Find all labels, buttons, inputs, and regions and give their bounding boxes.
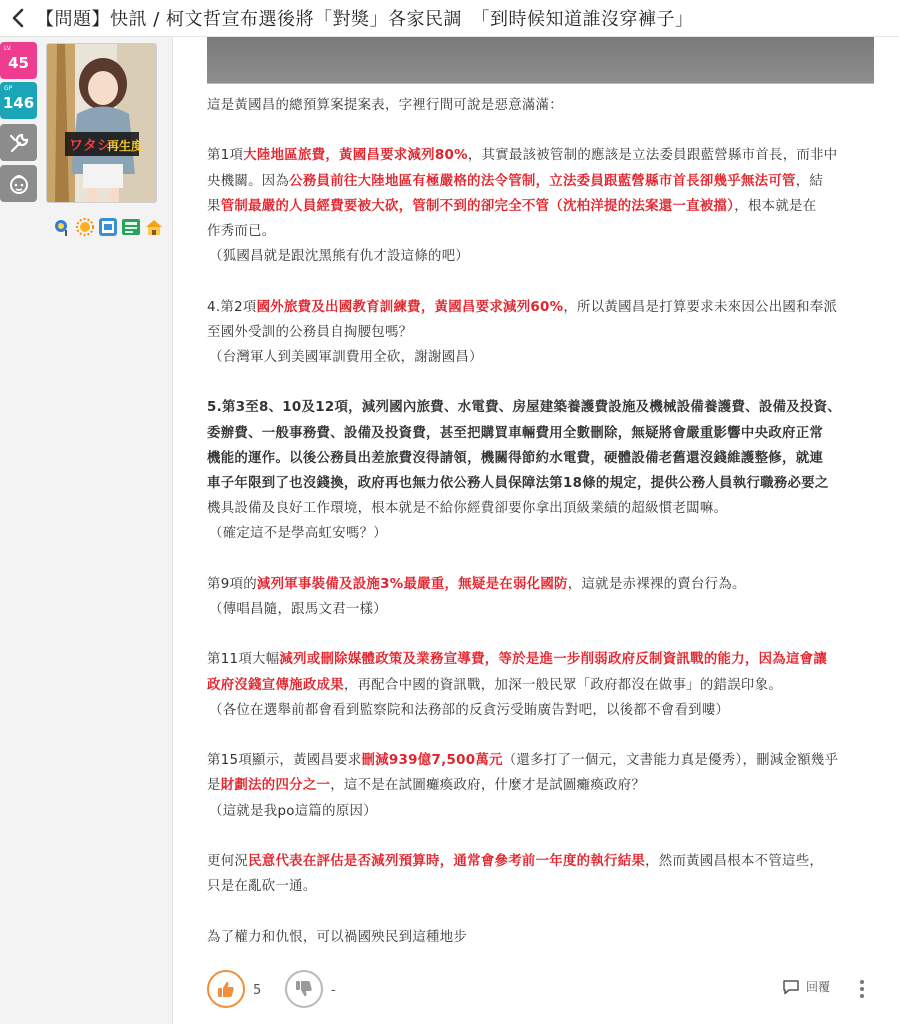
comment-icon (782, 979, 800, 995)
text-span: 第11項大幅 (207, 652, 280, 668)
avatar-logo-text-2: 再生度 (107, 139, 144, 153)
post-image[interactable] (207, 37, 874, 84)
avatar-illustration (47, 44, 157, 203)
highlight-text: 刪減939億7,500萬元 (361, 753, 503, 769)
text-span: ，結 (795, 173, 824, 189)
reply-button[interactable] (782, 978, 830, 995)
user-avatar[interactable] (46, 43, 157, 203)
post-intro (207, 93, 875, 118)
highlight-text: 民意代表在評估是否減列預算時，通常會參考前一年度的執行結果 (248, 853, 646, 869)
highlight-text: 大陸地區旅費，黃國昌要求減列80% (243, 148, 468, 164)
paragraph-item-8 (207, 925, 875, 950)
like-button[interactable] (207, 970, 245, 1008)
medal-lollipop-icon[interactable] (52, 217, 72, 237)
text-line: 只是在亂砍一通。 (207, 879, 317, 895)
more-dot-icon (860, 987, 864, 991)
more-dot-icon (860, 980, 864, 984)
like-count: 5 (253, 983, 262, 998)
face-icon (7, 172, 31, 196)
text-line: 機能的運作。以後公務員出差旅費沒得請領，機關得節約水電費，硬體設備老舊還沒錢維護整修，就連 (207, 450, 824, 466)
text-span: 第1項 (207, 148, 244, 164)
aside-comment: （這就是我po這篇的原因） (209, 803, 377, 819)
tools-button[interactable] (0, 124, 37, 161)
aside-comment: （狐國昌就是跟沈黑熊有仇才設這條的吧） (209, 249, 470, 265)
level-caption: LV. (4, 45, 12, 52)
text-span: ，然而黃國昌根本不管這些， (645, 853, 824, 869)
paragraph-item-3 (207, 395, 875, 546)
gp-badge[interactable] (0, 82, 37, 119)
text-span: ，這不是在試圖癱瘓政府，什麼才是試圖癱瘓政府？ (330, 778, 646, 794)
post-text (207, 93, 875, 975)
text-line: 委辦費、一般事務費、設備及投資費，甚至把購買車輛費用全數刪除，無疑將會嚴重影響中央政府正常 (207, 425, 824, 441)
medal-book-icon[interactable] (121, 217, 141, 237)
dislike-count: - (331, 983, 336, 998)
more-options-button[interactable] (855, 976, 869, 1002)
medal-sun-icon[interactable] (75, 217, 95, 237)
thread-title: 【問題】快訊 / 柯文哲宣布選後將「對獎」各家民調 「到時候知道誰沒穿褲子」 (36, 9, 694, 30)
gp-value: 146 (2, 94, 35, 112)
aside-comment: （確定這不是學高虹安嗎？） (209, 526, 387, 542)
reply-label: 回覆 (806, 980, 831, 994)
text-line: 車子年限到了也沒錢換，政府再也無力依公務人員保障法第18條的規定，提供公務人員執行職務必要之 (207, 476, 829, 491)
chevron-left-icon (11, 8, 25, 28)
dislike-button[interactable] (285, 970, 323, 1008)
aside-comment: （各位在選舉前都會看到監察院和法務部的反貪污受賄廣告對吧，以後都不會看到嘍） (209, 702, 730, 718)
medal-frame-icon[interactable] (98, 217, 118, 237)
level-badge[interactable] (0, 42, 37, 79)
intro-text: 這是黃國昌的總預算案提案表，字裡行間可說是惡意滿滿： (207, 98, 563, 113)
paragraph-item-4 (207, 572, 875, 622)
highlight-text: 財劃法的四分之一 (220, 778, 331, 794)
medal-row (52, 217, 164, 237)
highlight-text: 國外旅費及出國教育訓練費，黃國昌要求減列60% (256, 299, 564, 315)
text-span: 央機關。因為 (207, 173, 290, 189)
gp-caption: GP (4, 85, 13, 92)
text-line: 至國外受訓的公務員自掏腰包嗎？ (207, 324, 413, 340)
text-line: 作秀而已。 (207, 224, 276, 239)
aside-comment: （傳唱昌隨，跟馬文君一樣） (209, 602, 387, 617)
text-span: 更何況 (207, 853, 249, 869)
back-button[interactable] (0, 0, 36, 37)
medal-house-icon[interactable] (144, 217, 164, 237)
highlight-text: 公務員前往大陸地區有極嚴格的法令管制，立法委員跟藍營縣市首長卻幾乎無法可管 (289, 173, 796, 189)
post-actions (207, 970, 875, 1010)
level-value: 45 (8, 54, 29, 72)
highlight-text: 減列或刪除媒體政策及業務宣導費，等於是進一步削弱政府反制資訊戰的能力，因為這會讓 (279, 652, 828, 668)
avatar-face-button[interactable] (0, 165, 37, 202)
thumbs-up-icon (217, 980, 235, 998)
author-sidebar (0, 37, 173, 1024)
text-line: 機具設備及良好工作環境，根本就是不給你經費卻要你拿出頂級業績的超級慣老闆嘛。 (207, 501, 728, 517)
highlight-text: 減列軍事裝備及設施3%最嚴重，無疑是在弱化國防 (256, 576, 568, 592)
highlight-text: 政府沒錢宣傳施政成果 (207, 677, 344, 693)
highlight-text: 管制最嚴的人員經費要被大砍，管制不到的卻完全不管（沈柏洋提的法案還一直被擋） (220, 198, 735, 214)
paragraph-item-2 (207, 295, 875, 371)
text-span: 第9項的 (207, 576, 257, 592)
text-span: ，再配合中國的資訊戰，加深一般民眾「政府都沒在做事」的錯誤印象。 (343, 677, 783, 693)
more-dot-icon (860, 994, 864, 998)
text-line: 5.第3至8、10及12項，減列國內旅費、水電費、房屋建築養護費設施及機械設備養護費、設備及投資、 (207, 400, 842, 416)
text-span: 第15項顯示，黃國昌要求 (207, 753, 362, 769)
text-span: ，這就是赤裸裸的賣台行為。 (567, 576, 746, 592)
closing-line: 為了權力和仇恨，可以禍國殃民到這種地步 (207, 929, 468, 945)
text-span: ，根本就是在 (734, 198, 817, 214)
text-span: ，所以黃國昌是打算要求未來因公出國和奉派 (563, 299, 838, 315)
text-span: （還多打了一個元，文書能力真是優秀），刪減金額幾乎 (502, 753, 839, 769)
top-bar (0, 0, 899, 37)
aside-comment: （台灣軍人到美國軍訓費用全砍，謝謝國昌） (209, 350, 483, 365)
paragraph-item-6 (207, 748, 875, 824)
avatar-logo-text: ワタシ (69, 138, 111, 154)
paragraph-item-5 (207, 647, 875, 723)
wrench-icon (7, 131, 31, 155)
text-span: 是 (207, 778, 221, 794)
text-span: 4.第2項 (207, 299, 257, 315)
thumbs-down-icon (295, 980, 313, 998)
paragraph-item-1 (207, 143, 875, 269)
text-span: ，其實最該被管制的應該是立法委員跟藍營縣市首長，而非中 (467, 148, 838, 164)
text-span: 果 (207, 198, 221, 214)
paragraph-item-7 (207, 849, 875, 899)
